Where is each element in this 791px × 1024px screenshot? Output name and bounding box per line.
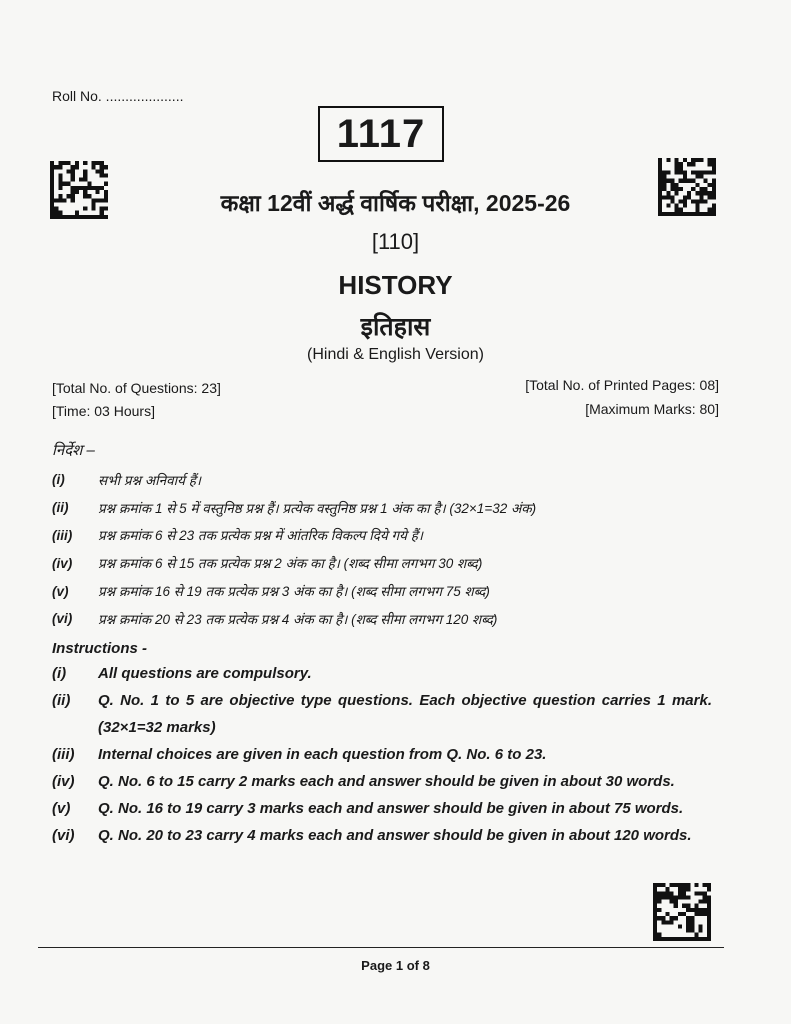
item-number: (i) <box>52 665 67 682</box>
list-item <box>52 494 732 522</box>
footer-divider <box>38 947 724 948</box>
exam-title: कक्षा 12वीं अर्द्ध वार्षिक परीक्षा, 2025-26 <box>220 190 571 216</box>
item-text: Q. No. 16 to 19 carry 3 marks each and answer should be given in about 75 words. <box>98 800 684 817</box>
list-item <box>52 577 732 605</box>
total-questions: [Total No. of Questions: 23] <box>52 380 221 396</box>
item-text: प्रश्न क्रमांक 16 से 19 तक प्रत्येक प्रश्न 3 अंक का है। (शब्द सीमा लगभग 75 शब्द) <box>98 584 490 600</box>
subject-title-hindi: इतिहास <box>360 313 431 341</box>
instructions-english <box>52 640 712 849</box>
list-item <box>52 522 732 550</box>
subject-code: [110] <box>371 229 420 254</box>
item-text: प्रश्न क्रमांक 6 से 15 तक प्रत्येक प्रश्न 2 अंक का है। (शब्द सीमा लगभग 30 शब्द) <box>98 556 483 572</box>
exam-time: [Time: 03 Hours] <box>52 403 155 419</box>
item-text: प्रश्न क्रमांक 1 से 5 में वस्तुनिष्ठ प्रश्न हैं। प्रत्येक वस्तुनिष्ठ प्रश्न 1 अंक का है। (32×1=32 अंक) <box>98 500 537 516</box>
list-item <box>52 660 712 687</box>
instructions-hindi-heading: निर्देश – <box>52 442 95 459</box>
maximum-marks: [Maximum Marks: 80] <box>585 401 719 417</box>
instructions-english-heading: Instructions - <box>52 640 148 657</box>
item-text: Q. No. 1 to 5 are objective type questions. Each objective question carries 1 mark. (32×1=32 marks) <box>98 692 712 736</box>
item-number: (iii) <box>52 746 75 763</box>
list-item <box>52 549 732 577</box>
list-item <box>52 466 732 494</box>
qr-code-icon <box>653 883 711 941</box>
printed-pages: [Total No. of Printed Pages: 08] <box>525 377 719 393</box>
item-text: प्रश्न क्रमांक 20 से 23 तक प्रत्येक प्रश्न 4 अंक का है। (शब्द सीमा लगभग 120 शब्द) <box>98 611 498 627</box>
page-number: Page 1 of 8 <box>361 958 430 973</box>
paper-code: 1117 <box>336 111 426 156</box>
item-text: सभी प्रश्न अनिवार्य हैं। <box>98 472 202 488</box>
item-text: Q. No. 20 to 23 carry 4 marks each and answer should be given in about 120 words. <box>98 827 692 844</box>
paper-code-box <box>318 106 444 162</box>
list-item <box>52 822 712 849</box>
item-number: (v) <box>52 583 69 599</box>
item-text: Q. No. 6 to 15 carry 2 marks each and answer should be given in about 30 words. <box>98 773 675 790</box>
list-item <box>52 741 712 768</box>
list-item <box>52 605 732 633</box>
item-number: (i) <box>52 472 65 488</box>
item-text: All questions are compulsory. <box>98 665 312 682</box>
roll-number-field: Roll No. .................... <box>52 88 184 104</box>
list-item <box>52 687 712 741</box>
item-number: (vi) <box>52 611 73 627</box>
list-item <box>52 768 712 795</box>
version-note: (Hindi & English Version) <box>307 346 484 363</box>
item-number: (ii) <box>52 500 69 516</box>
instructions-hindi <box>52 440 732 633</box>
item-number: (v) <box>52 800 71 817</box>
item-number: (iii) <box>52 527 73 543</box>
item-number: (iv) <box>52 773 75 790</box>
item-text: प्रश्न क्रमांक 6 से 23 तक प्रत्येक प्रश्न में आंतरिक विकल्प दिये गये हैं। <box>98 528 424 544</box>
item-number: (iv) <box>52 555 73 571</box>
item-text: Internal choices are given in each question from Q. No. 6 to 23. <box>98 746 547 763</box>
item-number: (ii) <box>52 692 71 709</box>
subject-title-english: HISTORY <box>338 270 453 300</box>
item-number: (vi) <box>52 827 75 844</box>
list-item <box>52 795 712 822</box>
